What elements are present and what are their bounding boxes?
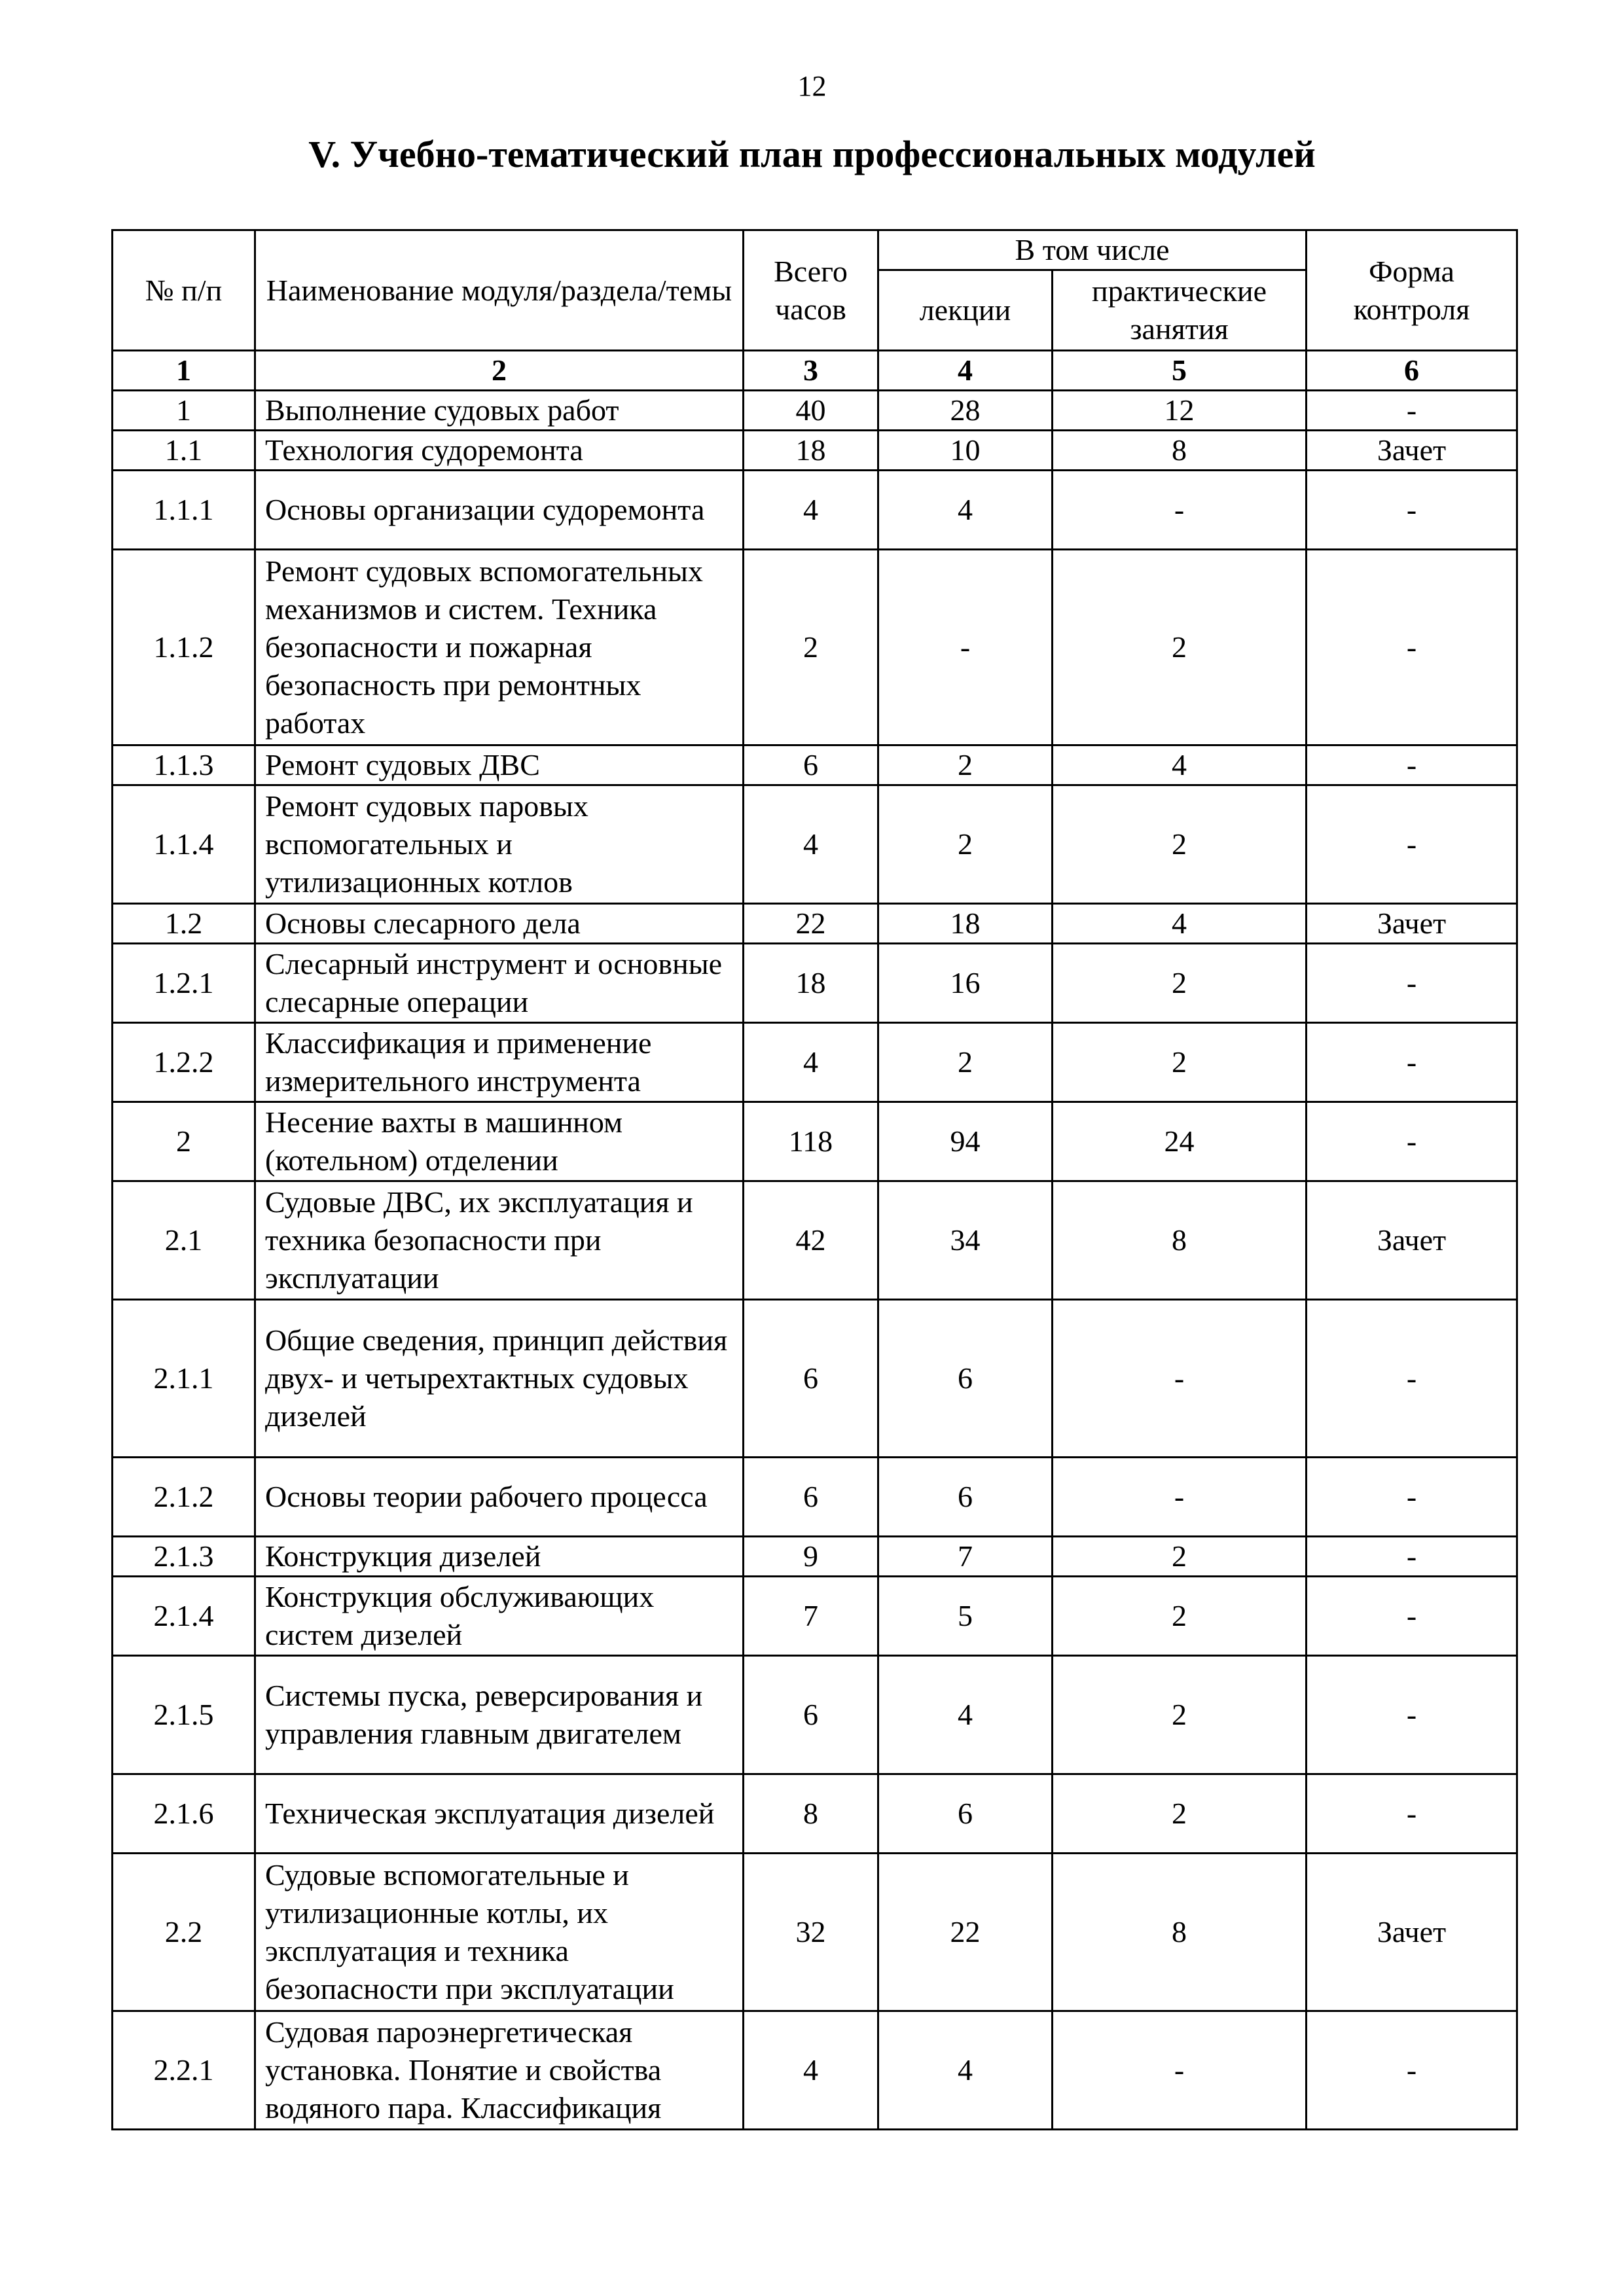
row-practice-hours: - — [1053, 471, 1307, 550]
row-number: 1 — [113, 391, 255, 431]
row-number: 2 — [113, 1102, 255, 1181]
row-control-form: - — [1307, 944, 1517, 1023]
row-lecture-hours: 2 — [878, 1023, 1053, 1102]
row-lecture-hours: 7 — [878, 1537, 1053, 1577]
row-name: Классификация и применение измерительного инструмента — [255, 1023, 744, 1102]
row-name: Слесарный инструмент и основные слесарные операции — [255, 944, 744, 1023]
row-lecture-hours: 6 — [878, 1300, 1053, 1458]
header-total: Всего часов — [744, 230, 878, 351]
column-number: 5 — [1053, 351, 1307, 391]
table-body — [113, 391, 1517, 2130]
row-number: 1.1 — [113, 431, 255, 471]
page-number: 12 — [797, 70, 827, 102]
table-row — [113, 944, 1517, 1023]
row-number: 1.1.1 — [113, 471, 255, 550]
row-lecture-hours: 4 — [878, 1656, 1053, 1774]
column-numbers-row — [113, 351, 1517, 391]
table-row — [113, 471, 1517, 550]
row-lecture-hours: 4 — [878, 2011, 1053, 2130]
row-practice-hours: 2 — [1053, 550, 1307, 745]
row-practice-hours: 12 — [1053, 391, 1307, 431]
header-num: № п/п — [113, 230, 255, 351]
row-name: Выполнение судовых работ — [255, 391, 744, 431]
header-lectures: лекции — [878, 270, 1053, 351]
table-row — [113, 1181, 1517, 1300]
row-practice-hours: - — [1053, 2011, 1307, 2130]
row-total-hours: 4 — [744, 1023, 878, 1102]
row-lecture-hours: 6 — [878, 1458, 1053, 1537]
page-title: V. Учебно-тематический план профессиональных модулей — [308, 133, 1316, 175]
row-name: Основы теории рабочего процесса — [255, 1458, 744, 1537]
table-row — [113, 1854, 1517, 2011]
row-lecture-hours: 22 — [878, 1854, 1053, 2011]
row-total-hours: 6 — [744, 745, 878, 785]
row-control-form: - — [1307, 1537, 1517, 1577]
row-number: 2.1.6 — [113, 1774, 255, 1854]
row-control-form: - — [1307, 1023, 1517, 1102]
row-control-form: - — [1307, 391, 1517, 431]
row-control-form: - — [1307, 1774, 1517, 1854]
row-lecture-hours: - — [878, 550, 1053, 745]
row-control-form: - — [1307, 550, 1517, 745]
row-name: Судовые вспомогательные и утилизационные котлы, их эксплуатация и техника безопасности при эксплуатации — [255, 1854, 744, 2011]
row-practice-hours: 2 — [1053, 1774, 1307, 1854]
column-number: 4 — [878, 351, 1053, 391]
row-control-form: - — [1307, 745, 1517, 785]
row-control-form: Зачет — [1307, 904, 1517, 944]
row-number: 2.1.3 — [113, 1537, 255, 1577]
row-lecture-hours: 34 — [878, 1181, 1053, 1300]
row-name: Конструкция обслуживающих систем дизелей — [255, 1577, 744, 1656]
row-practice-hours: 8 — [1053, 1181, 1307, 1300]
row-practice-hours: 4 — [1053, 904, 1307, 944]
row-total-hours: 32 — [744, 1854, 878, 2011]
table-row — [113, 1023, 1517, 1102]
row-control-form: Зачет — [1307, 1181, 1517, 1300]
row-total-hours: 4 — [744, 471, 878, 550]
row-control-form: - — [1307, 1577, 1517, 1656]
row-name: Ремонт судовых паровых вспомогательных и утилизационных котлов — [255, 785, 744, 904]
table-row — [113, 904, 1517, 944]
row-total-hours: 4 — [744, 2011, 878, 2130]
row-total-hours: 8 — [744, 1774, 878, 1854]
row-total-hours: 9 — [744, 1537, 878, 1577]
header-name: Наименование модуля/раздела/темы — [255, 230, 744, 351]
row-total-hours: 7 — [744, 1577, 878, 1656]
row-number: 2.2 — [113, 1854, 255, 2011]
table-row — [113, 550, 1517, 745]
row-control-form: - — [1307, 471, 1517, 550]
row-control-form: - — [1307, 785, 1517, 904]
table-row — [113, 785, 1517, 904]
row-number: 1.2.2 — [113, 1023, 255, 1102]
row-practice-hours: 4 — [1053, 745, 1307, 785]
table-row — [113, 1300, 1517, 1458]
row-control-form: - — [1307, 1656, 1517, 1774]
row-lecture-hours: 28 — [878, 391, 1053, 431]
row-practice-hours: 2 — [1053, 1023, 1307, 1102]
row-practice-hours: 8 — [1053, 1854, 1307, 2011]
table-row — [113, 1537, 1517, 1577]
row-control-form: - — [1307, 1458, 1517, 1537]
table-row — [113, 391, 1517, 431]
row-lecture-hours: 18 — [878, 904, 1053, 944]
table-header — [113, 230, 1517, 391]
row-name: Техническая эксплуатация дизелей — [255, 1774, 744, 1854]
row-lecture-hours: 2 — [878, 785, 1053, 904]
row-lecture-hours: 16 — [878, 944, 1053, 1023]
row-practice-hours: 2 — [1053, 944, 1307, 1023]
row-total-hours: 2 — [744, 550, 878, 745]
table-row — [113, 1774, 1517, 1854]
row-total-hours: 22 — [744, 904, 878, 944]
row-total-hours: 6 — [744, 1300, 878, 1458]
row-name: Несение вахты в машинном (котельном) отделении — [255, 1102, 744, 1181]
row-control-form: - — [1307, 2011, 1517, 2130]
table-row — [113, 1102, 1517, 1181]
row-name: Ремонт судовых ДВС — [255, 745, 744, 785]
row-number: 1.2 — [113, 904, 255, 944]
row-total-hours: 40 — [744, 391, 878, 431]
table-row — [113, 2011, 1517, 2130]
row-practice-hours: 2 — [1053, 785, 1307, 904]
header-practice: практические занятия — [1053, 270, 1307, 351]
row-name: Общие сведения, принцип действия двух- и четырехтактных судовых дизелей — [255, 1300, 744, 1458]
row-lecture-hours: 5 — [878, 1577, 1053, 1656]
row-name: Технология судоремонта — [255, 431, 744, 471]
row-lecture-hours: 94 — [878, 1102, 1053, 1181]
row-number: 2.1.2 — [113, 1458, 255, 1537]
row-control-form: Зачет — [1307, 1854, 1517, 2011]
row-practice-hours: 2 — [1053, 1577, 1307, 1656]
row-total-hours: 6 — [744, 1656, 878, 1774]
column-number: 2 — [255, 351, 744, 391]
row-number: 2.1 — [113, 1181, 255, 1300]
row-lecture-hours: 2 — [878, 745, 1053, 785]
row-number: 2.1.4 — [113, 1577, 255, 1656]
row-number: 1.1.3 — [113, 745, 255, 785]
row-lecture-hours: 6 — [878, 1774, 1053, 1854]
row-control-form: - — [1307, 1300, 1517, 1458]
column-number: 3 — [744, 351, 878, 391]
row-name: Конструкция дизелей — [255, 1537, 744, 1577]
column-number: 6 — [1307, 351, 1517, 391]
row-number: 2.1.5 — [113, 1656, 255, 1774]
table-row — [113, 745, 1517, 785]
row-practice-hours: 2 — [1053, 1656, 1307, 1774]
row-number: 1.1.4 — [113, 785, 255, 904]
row-name: Судовые ДВС, их эксплуатация и техника безопасности при эксплуатации — [255, 1181, 744, 1300]
table-row — [113, 1577, 1517, 1656]
row-number: 1.2.1 — [113, 944, 255, 1023]
row-number: 2.1.1 — [113, 1300, 255, 1458]
row-name: Основы слесарного дела — [255, 904, 744, 944]
row-lecture-hours: 4 — [878, 471, 1053, 550]
row-control-form: - — [1307, 1102, 1517, 1181]
header-including: В том числе — [878, 230, 1307, 270]
row-name: Основы организации судоремонта — [255, 471, 744, 550]
row-practice-hours: 2 — [1053, 1537, 1307, 1577]
row-total-hours: 4 — [744, 785, 878, 904]
row-practice-hours: - — [1053, 1458, 1307, 1537]
row-name: Системы пуска, реверсирования и управления главным двигателем — [255, 1656, 744, 1774]
row-total-hours: 118 — [744, 1102, 878, 1181]
row-number: 1.1.2 — [113, 550, 255, 745]
row-practice-hours: - — [1053, 1300, 1307, 1458]
row-total-hours: 6 — [744, 1458, 878, 1537]
row-total-hours: 42 — [744, 1181, 878, 1300]
column-number: 1 — [113, 351, 255, 391]
row-number: 2.2.1 — [113, 2011, 255, 2130]
row-practice-hours: 8 — [1053, 431, 1307, 471]
row-control-form: Зачет — [1307, 431, 1517, 471]
table-row — [113, 1458, 1517, 1537]
row-lecture-hours: 10 — [878, 431, 1053, 471]
curriculum-table — [111, 229, 1518, 2130]
row-total-hours: 18 — [744, 431, 878, 471]
row-total-hours: 18 — [744, 944, 878, 1023]
header-control: Форма контроля — [1307, 230, 1517, 351]
row-name: Ремонт судовых вспомогательных механизмов и систем. Техника безопасности и пожарная безопасность при ремонтных работах — [255, 550, 744, 745]
row-name: Судовая пароэнергетическая установка. Понятие и свойства водяного пара. Классификация — [255, 2011, 744, 2130]
row-practice-hours: 24 — [1053, 1102, 1307, 1181]
table-row — [113, 431, 1517, 471]
table-row — [113, 1656, 1517, 1774]
